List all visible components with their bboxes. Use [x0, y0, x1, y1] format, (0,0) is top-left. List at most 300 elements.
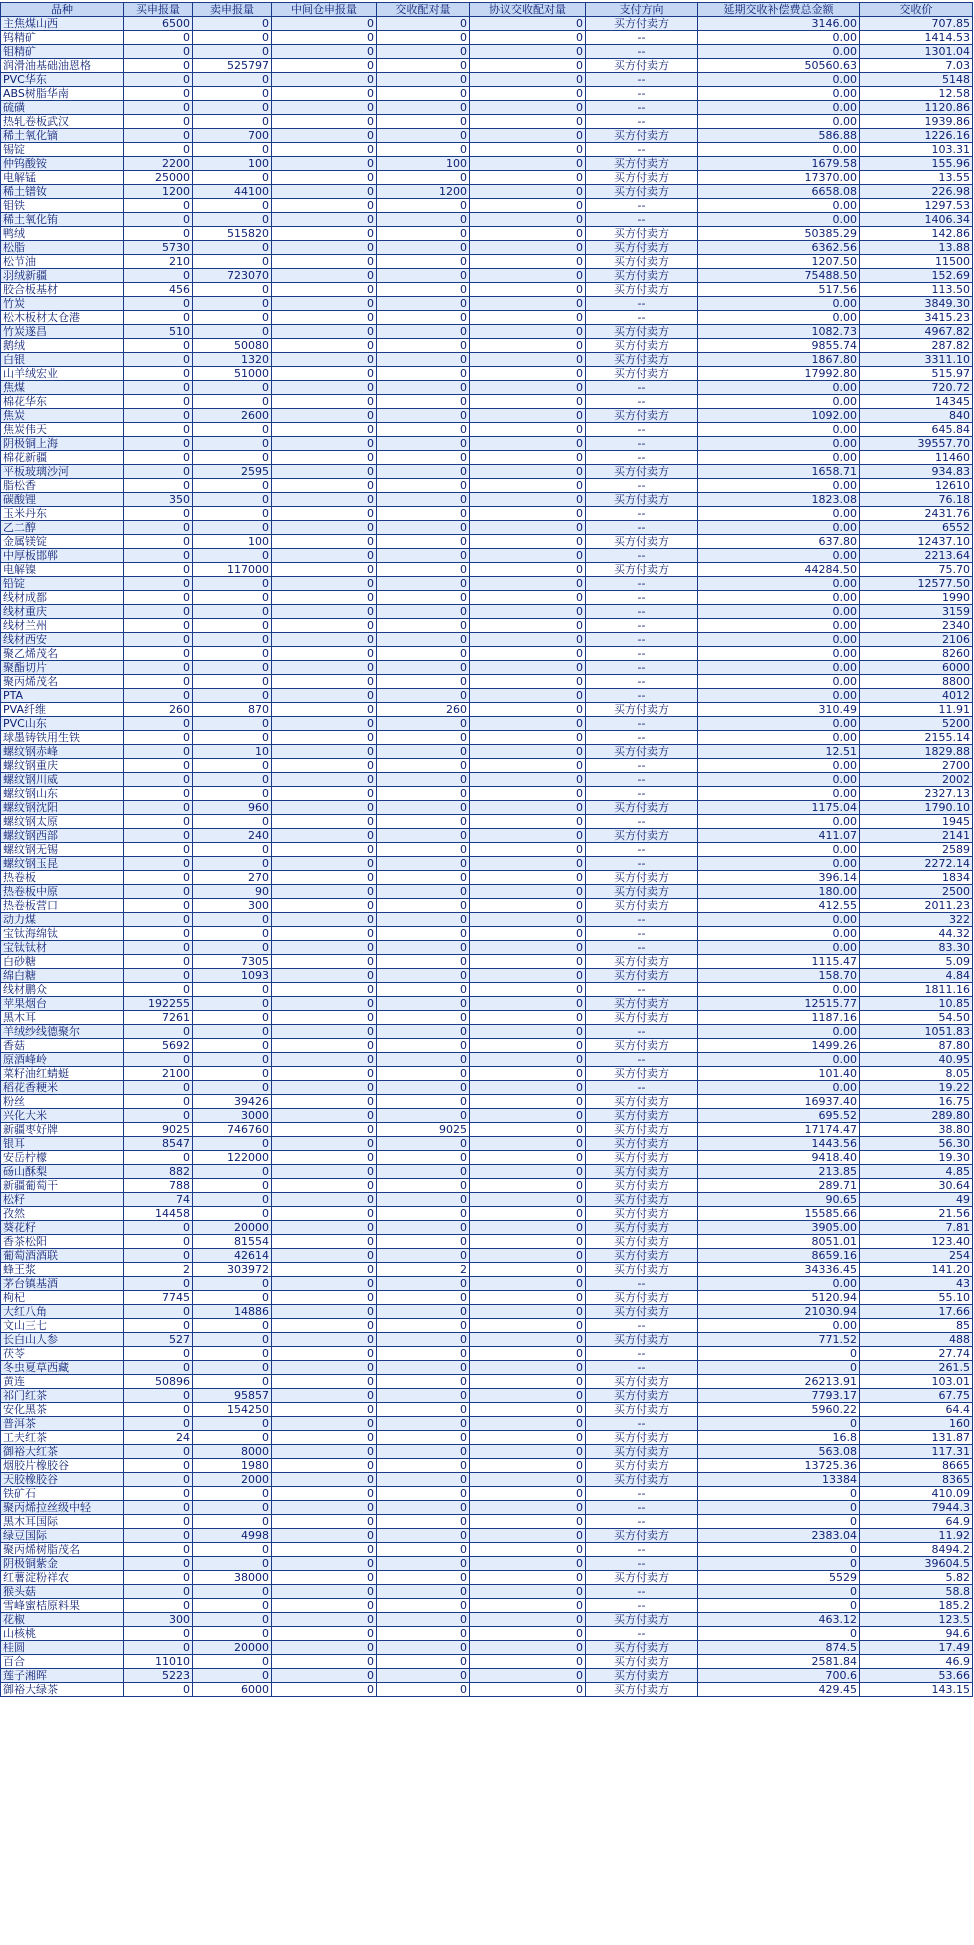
matched-volume-cell: 0 — [377, 1319, 470, 1333]
settlement-price-cell: 2327.13 — [860, 787, 973, 801]
settlement-price-cell: 2155.14 — [860, 731, 973, 745]
table-row — [1, 969, 973, 983]
variety-cell: 中厚板邯郸 — [1, 549, 124, 563]
matched-volume-cell: 0 — [377, 1249, 470, 1263]
agreement-matched-cell: 0 — [470, 1599, 586, 1613]
matched-volume-cell: 0 — [377, 143, 470, 157]
agreement-matched-cell: 0 — [470, 1277, 586, 1291]
matched-volume-cell: 0 — [377, 843, 470, 857]
table-row — [1, 1179, 973, 1193]
settlement-price-cell: 1051.83 — [860, 1025, 973, 1039]
matched-volume-cell: 0 — [377, 689, 470, 703]
sell-declared-cell: 0 — [193, 1165, 272, 1179]
intermediate-declared-cell: 0 — [272, 871, 377, 885]
payment-direction-cell: -- — [586, 1627, 698, 1641]
buy-declared-cell: 0 — [124, 1095, 193, 1109]
settlement-price-cell: 13.88 — [860, 241, 973, 255]
agreement-matched-cell: 0 — [470, 1305, 586, 1319]
matched-volume-cell: 0 — [377, 1179, 470, 1193]
table-row — [1, 731, 973, 745]
buy-declared-cell: 0 — [124, 535, 193, 549]
table-row — [1, 787, 973, 801]
table-row — [1, 927, 973, 941]
buy-declared-cell: 0 — [124, 31, 193, 45]
settlement-price-cell: 707.85 — [860, 17, 973, 31]
buy-declared-cell: 0 — [124, 1529, 193, 1543]
variety-cell: PTA — [1, 689, 124, 703]
sell-declared-cell: 0 — [193, 1669, 272, 1683]
intermediate-declared-cell: 0 — [272, 1599, 377, 1613]
compensation-total-cell: 1679.58 — [698, 157, 860, 171]
sell-declared-cell: 0 — [193, 1431, 272, 1445]
payment-direction-cell: 买方付卖方 — [586, 1403, 698, 1417]
buy-declared-cell: 0 — [124, 1571, 193, 1585]
buy-declared-cell: 0 — [124, 409, 193, 423]
sell-declared-cell: 0 — [193, 605, 272, 619]
intermediate-declared-cell: 0 — [272, 717, 377, 731]
variety-cell: 羊绒纱线德聚尔 — [1, 1025, 124, 1039]
settlement-price-cell: 410.09 — [860, 1487, 973, 1501]
sell-declared-cell: 0 — [193, 381, 272, 395]
table-row — [1, 1417, 973, 1431]
variety-cell: 兴化大米 — [1, 1109, 124, 1123]
agreement-matched-cell: 0 — [470, 899, 586, 913]
sell-declared-cell: 0 — [193, 423, 272, 437]
payment-direction-cell: 买方付卖方 — [586, 269, 698, 283]
table-row — [1, 647, 973, 661]
buy-declared-cell: 24 — [124, 1431, 193, 1445]
settlement-price-cell: 1829.88 — [860, 745, 973, 759]
table-row — [1, 1235, 973, 1249]
intermediate-declared-cell: 0 — [272, 829, 377, 843]
buy-declared-cell: 210 — [124, 255, 193, 269]
agreement-matched-cell: 0 — [470, 409, 586, 423]
agreement-matched-cell: 0 — [470, 353, 586, 367]
matched-volume-cell: 0 — [377, 1291, 470, 1305]
buy-declared-cell: 0 — [124, 745, 193, 759]
agreement-matched-cell: 0 — [470, 45, 586, 59]
table-row — [1, 1165, 973, 1179]
compensation-total-cell: 0.00 — [698, 759, 860, 773]
intermediate-declared-cell: 0 — [272, 605, 377, 619]
table-row — [1, 1459, 973, 1473]
compensation-total-cell: 0.00 — [698, 983, 860, 997]
settlement-price-cell: 1406.34 — [860, 213, 973, 227]
table-row — [1, 563, 973, 577]
table-row — [1, 1053, 973, 1067]
sell-declared-cell: 515820 — [193, 227, 272, 241]
settlement-price-cell: 720.72 — [860, 381, 973, 395]
matched-volume-cell: 0 — [377, 1025, 470, 1039]
matched-volume-cell: 0 — [377, 73, 470, 87]
matched-volume-cell: 2 — [377, 1263, 470, 1277]
payment-direction-cell: 买方付卖方 — [586, 1305, 698, 1319]
sell-declared-cell: 117000 — [193, 563, 272, 577]
variety-cell: 球墨铸铁用生铁 — [1, 731, 124, 745]
payment-direction-cell: 买方付卖方 — [586, 17, 698, 31]
settlement-price-cell: 3849.30 — [860, 297, 973, 311]
buy-declared-cell: 456 — [124, 283, 193, 297]
table-row — [1, 1655, 973, 1669]
buy-declared-cell: 0 — [124, 367, 193, 381]
payment-direction-cell: 买方付卖方 — [586, 1641, 698, 1655]
agreement-matched-cell: 0 — [470, 1417, 586, 1431]
payment-direction-cell: 买方付卖方 — [586, 1067, 698, 1081]
intermediate-declared-cell: 0 — [272, 1613, 377, 1627]
variety-cell: 苹果烟台 — [1, 997, 124, 1011]
compensation-total-cell: 0.00 — [698, 521, 860, 535]
intermediate-declared-cell: 0 — [272, 45, 377, 59]
payment-direction-cell: 买方付卖方 — [586, 563, 698, 577]
sell-declared-cell: 14886 — [193, 1305, 272, 1319]
variety-cell: 螺纹钢赤峰 — [1, 745, 124, 759]
buy-declared-cell: 0 — [124, 689, 193, 703]
variety-cell: 阴极铜上海 — [1, 437, 124, 451]
payment-direction-cell: -- — [586, 983, 698, 997]
payment-direction-cell: 买方付卖方 — [586, 1235, 698, 1249]
sell-declared-cell: 0 — [193, 521, 272, 535]
payment-direction-cell: 买方付卖方 — [586, 157, 698, 171]
settlement-price-cell: 8800 — [860, 675, 973, 689]
compensation-total-cell: 1443.56 — [698, 1137, 860, 1151]
variety-cell: 阴极铜紫金 — [1, 1557, 124, 1571]
matched-volume-cell: 0 — [377, 1193, 470, 1207]
agreement-matched-cell: 0 — [470, 87, 586, 101]
settlement-price-cell: 53.66 — [860, 1669, 973, 1683]
variety-cell: 山羊绒宏业 — [1, 367, 124, 381]
settlement-price-cell: 117.31 — [860, 1445, 973, 1459]
buy-declared-cell: 11010 — [124, 1655, 193, 1669]
intermediate-declared-cell: 0 — [272, 1067, 377, 1081]
sell-declared-cell: 0 — [193, 255, 272, 269]
compensation-total-cell: 0.00 — [698, 115, 860, 129]
settlement-price-cell: 103.31 — [860, 143, 973, 157]
buy-declared-cell: 14458 — [124, 1207, 193, 1221]
sell-declared-cell: 0 — [193, 549, 272, 563]
buy-declared-cell: 0 — [124, 311, 193, 325]
matched-volume-cell: 0 — [377, 815, 470, 829]
intermediate-declared-cell: 0 — [272, 731, 377, 745]
sell-declared-cell: 8000 — [193, 1445, 272, 1459]
variety-cell: 松节油 — [1, 255, 124, 269]
intermediate-declared-cell: 0 — [272, 1571, 377, 1585]
intermediate-declared-cell: 0 — [272, 59, 377, 73]
settlement-price-cell: 2002 — [860, 773, 973, 787]
matched-volume-cell: 0 — [377, 1137, 470, 1151]
buy-declared-cell: 0 — [124, 73, 193, 87]
buy-declared-cell: 0 — [124, 1347, 193, 1361]
compensation-total-cell: 0.00 — [698, 913, 860, 927]
intermediate-declared-cell: 0 — [272, 1445, 377, 1459]
buy-declared-cell: 50896 — [124, 1375, 193, 1389]
table-row — [1, 1431, 973, 1445]
matched-volume-cell: 0 — [377, 1669, 470, 1683]
sell-declared-cell: 0 — [193, 857, 272, 871]
matched-volume-cell: 0 — [377, 451, 470, 465]
table-row — [1, 1277, 973, 1291]
sell-declared-cell: 0 — [193, 647, 272, 661]
agreement-matched-cell: 0 — [470, 1347, 586, 1361]
payment-direction-cell: 买方付卖方 — [586, 353, 698, 367]
buy-declared-cell: 788 — [124, 1179, 193, 1193]
intermediate-declared-cell: 0 — [272, 479, 377, 493]
payment-direction-cell: -- — [586, 619, 698, 633]
variety-cell: 主焦煤山西 — [1, 17, 124, 31]
compensation-total-cell: 771.52 — [698, 1333, 860, 1347]
buy-declared-cell: 0 — [124, 297, 193, 311]
sell-declared-cell: 960 — [193, 801, 272, 815]
sell-declared-cell: 1320 — [193, 353, 272, 367]
buy-declared-cell: 0 — [124, 1585, 193, 1599]
payment-direction-cell: 买方付卖方 — [586, 1137, 698, 1151]
variety-cell: 线材西安 — [1, 633, 124, 647]
variety-cell: 天胶橡胶谷 — [1, 1473, 124, 1487]
settlement-price-cell: 38.80 — [860, 1123, 973, 1137]
agreement-matched-cell: 0 — [470, 1263, 586, 1277]
buy-declared-cell: 0 — [124, 45, 193, 59]
sell-declared-cell: 154250 — [193, 1403, 272, 1417]
compensation-total-cell: 0.00 — [698, 787, 860, 801]
buy-declared-cell: 0 — [124, 437, 193, 451]
compensation-total-cell: 17992.80 — [698, 367, 860, 381]
table-row — [1, 1263, 973, 1277]
compensation-total-cell: 101.40 — [698, 1067, 860, 1081]
matched-volume-cell: 0 — [377, 1165, 470, 1179]
settlement-price-cell: 7.03 — [860, 59, 973, 73]
table-row — [1, 17, 973, 31]
settlement-price-cell: 19.30 — [860, 1151, 973, 1165]
matched-volume-cell: 0 — [377, 955, 470, 969]
compensation-total-cell: 0.00 — [698, 45, 860, 59]
buy-declared-cell: 0 — [124, 1627, 193, 1641]
intermediate-declared-cell: 0 — [272, 1403, 377, 1417]
variety-cell: 松木板材太仓港 — [1, 311, 124, 325]
intermediate-declared-cell: 0 — [272, 199, 377, 213]
compensation-total-cell: 0.00 — [698, 199, 860, 213]
matched-volume-cell: 0 — [377, 1207, 470, 1221]
agreement-matched-cell: 0 — [470, 507, 586, 521]
matched-volume-cell: 0 — [377, 1333, 470, 1347]
agreement-matched-cell: 0 — [470, 339, 586, 353]
table-row — [1, 115, 973, 129]
agreement-matched-cell: 0 — [470, 983, 586, 997]
settlement-price-cell: 289.80 — [860, 1109, 973, 1123]
variety-cell: 玉米丹东 — [1, 507, 124, 521]
settlement-price-cell: 8260 — [860, 647, 973, 661]
matched-volume-cell: 0 — [377, 241, 470, 255]
settlement-price-cell: 64.9 — [860, 1515, 973, 1529]
intermediate-declared-cell: 0 — [272, 353, 377, 367]
settlement-price-cell: 287.82 — [860, 339, 973, 353]
variety-cell: 松脂 — [1, 241, 124, 255]
variety-cell: ABS树脂华南 — [1, 87, 124, 101]
payment-direction-cell: -- — [586, 1347, 698, 1361]
intermediate-declared-cell: 0 — [272, 409, 377, 423]
variety-cell: 烟胶片橡胶谷 — [1, 1459, 124, 1473]
variety-cell: 线材成都 — [1, 591, 124, 605]
variety-cell: 蜂王浆 — [1, 1263, 124, 1277]
matched-volume-cell: 0 — [377, 409, 470, 423]
settlement-price-cell: 1939.86 — [860, 115, 973, 129]
table-row — [1, 913, 973, 927]
matched-volume-cell: 0 — [377, 801, 470, 815]
buy-declared-cell: 0 — [124, 1641, 193, 1655]
settlement-price-cell: 1226.16 — [860, 129, 973, 143]
agreement-matched-cell: 0 — [470, 1361, 586, 1375]
payment-direction-cell: -- — [586, 1277, 698, 1291]
payment-direction-cell: 买方付卖方 — [586, 535, 698, 549]
variety-cell: 焦煤 — [1, 381, 124, 395]
table-row — [1, 1529, 973, 1543]
sell-declared-cell: 10 — [193, 745, 272, 759]
agreement-matched-cell: 0 — [470, 717, 586, 731]
intermediate-declared-cell: 0 — [272, 647, 377, 661]
intermediate-declared-cell: 0 — [272, 465, 377, 479]
buy-declared-cell: 0 — [124, 563, 193, 577]
settlement-price-cell: 11500 — [860, 255, 973, 269]
header-cell-compensation-total: 延期交收补偿费总金额 — [698, 3, 860, 17]
variety-cell: 桂圆 — [1, 1641, 124, 1655]
compensation-total-cell: 289.71 — [698, 1179, 860, 1193]
buy-declared-cell: 0 — [124, 423, 193, 437]
compensation-total-cell: 9418.40 — [698, 1151, 860, 1165]
matched-volume-cell: 0 — [377, 927, 470, 941]
payment-direction-cell: 买方付卖方 — [586, 227, 698, 241]
matched-volume-cell: 0 — [377, 59, 470, 73]
buy-declared-cell: 192255 — [124, 997, 193, 1011]
payment-direction-cell: 买方付卖方 — [586, 325, 698, 339]
buy-declared-cell: 0 — [124, 1151, 193, 1165]
settlement-price-cell: 141.20 — [860, 1263, 973, 1277]
compensation-total-cell: 637.80 — [698, 535, 860, 549]
agreement-matched-cell: 0 — [470, 101, 586, 115]
payment-direction-cell: 买方付卖方 — [586, 969, 698, 983]
matched-volume-cell: 0 — [377, 1053, 470, 1067]
buy-declared-cell: 0 — [124, 1361, 193, 1375]
variety-cell: 普洱茶 — [1, 1417, 124, 1431]
payment-direction-cell: 买方付卖方 — [586, 1529, 698, 1543]
header-cell-payment-direction: 支付方向 — [586, 3, 698, 17]
table-row — [1, 1389, 973, 1403]
variety-cell: 聚乙烯茂名 — [1, 647, 124, 661]
table-row — [1, 703, 973, 717]
variety-cell: 金属镁锭 — [1, 535, 124, 549]
payment-direction-cell: 买方付卖方 — [586, 59, 698, 73]
compensation-total-cell: 12515.77 — [698, 997, 860, 1011]
agreement-matched-cell: 0 — [470, 843, 586, 857]
intermediate-declared-cell: 0 — [272, 1039, 377, 1053]
compensation-total-cell: 563.08 — [698, 1445, 860, 1459]
agreement-matched-cell: 0 — [470, 1193, 586, 1207]
intermediate-declared-cell: 0 — [272, 787, 377, 801]
sell-declared-cell: 0 — [193, 1655, 272, 1669]
compensation-total-cell: 0.00 — [698, 717, 860, 731]
payment-direction-cell: 买方付卖方 — [586, 1011, 698, 1025]
agreement-matched-cell: 0 — [470, 1389, 586, 1403]
settlement-price-cell: 113.50 — [860, 283, 973, 297]
variety-cell: 焦炭 — [1, 409, 124, 423]
table-row — [1, 255, 973, 269]
intermediate-declared-cell: 0 — [272, 1179, 377, 1193]
buy-declared-cell: 0 — [124, 717, 193, 731]
table-row — [1, 1543, 973, 1557]
settlement-price-cell: 54.50 — [860, 1011, 973, 1025]
table-row — [1, 759, 973, 773]
compensation-total-cell: 0.00 — [698, 773, 860, 787]
payment-direction-cell: -- — [586, 731, 698, 745]
variety-cell: 安岳柠檬 — [1, 1151, 124, 1165]
payment-direction-cell: 买方付卖方 — [586, 801, 698, 815]
payment-direction-cell: -- — [586, 1543, 698, 1557]
agreement-matched-cell: 0 — [470, 115, 586, 129]
compensation-total-cell: 0.00 — [698, 633, 860, 647]
compensation-total-cell: 1499.26 — [698, 1039, 860, 1053]
payment-direction-cell: -- — [586, 605, 698, 619]
payment-direction-cell: -- — [586, 311, 698, 325]
agreement-matched-cell: 0 — [470, 1655, 586, 1669]
agreement-matched-cell: 0 — [470, 1487, 586, 1501]
intermediate-declared-cell: 0 — [272, 1431, 377, 1445]
compensation-total-cell: 695.52 — [698, 1109, 860, 1123]
payment-direction-cell: 买方付卖方 — [586, 955, 698, 969]
agreement-matched-cell: 0 — [470, 605, 586, 619]
agreement-matched-cell: 0 — [470, 1627, 586, 1641]
agreement-matched-cell: 0 — [470, 1291, 586, 1305]
compensation-total-cell: 0.00 — [698, 31, 860, 45]
sell-declared-cell: 0 — [193, 689, 272, 703]
table-row — [1, 1557, 973, 1571]
settlement-price-cell: 39557.70 — [860, 437, 973, 451]
matched-volume-cell: 0 — [377, 1473, 470, 1487]
payment-direction-cell: 买方付卖方 — [586, 899, 698, 913]
buy-declared-cell: 0 — [124, 521, 193, 535]
payment-direction-cell: 买方付卖方 — [586, 1571, 698, 1585]
settlement-price-cell: 254 — [860, 1249, 973, 1263]
intermediate-declared-cell: 0 — [272, 1529, 377, 1543]
payment-direction-cell: 买方付卖方 — [586, 1683, 698, 1697]
intermediate-declared-cell: 0 — [272, 1137, 377, 1151]
compensation-total-cell: 0.00 — [698, 815, 860, 829]
intermediate-declared-cell: 0 — [272, 1193, 377, 1207]
sell-declared-cell: 0 — [193, 675, 272, 689]
settlement-price-cell: 83.30 — [860, 941, 973, 955]
matched-volume-cell: 0 — [377, 1501, 470, 1515]
compensation-total-cell: 0.00 — [698, 479, 860, 493]
table-row — [1, 801, 973, 815]
variety-cell: 热卷板中原 — [1, 885, 124, 899]
variety-cell: 孜然 — [1, 1207, 124, 1221]
buy-declared-cell: 0 — [124, 395, 193, 409]
intermediate-declared-cell: 0 — [272, 255, 377, 269]
matched-volume-cell: 0 — [377, 745, 470, 759]
compensation-total-cell: 0.00 — [698, 577, 860, 591]
variety-cell: 线材鹏众 — [1, 983, 124, 997]
agreement-matched-cell: 0 — [470, 283, 586, 297]
payment-direction-cell: 买方付卖方 — [586, 1473, 698, 1487]
matched-volume-cell: 0 — [377, 129, 470, 143]
settlement-price-cell: 645.84 — [860, 423, 973, 437]
sell-declared-cell: 0 — [193, 1011, 272, 1025]
agreement-matched-cell: 0 — [470, 1403, 586, 1417]
payment-direction-cell: 买方付卖方 — [586, 997, 698, 1011]
settlement-price-cell: 5.82 — [860, 1571, 973, 1585]
compensation-total-cell: 9855.74 — [698, 339, 860, 353]
agreement-matched-cell: 0 — [470, 465, 586, 479]
matched-volume-cell: 0 — [377, 759, 470, 773]
agreement-matched-cell: 0 — [470, 31, 586, 45]
sell-declared-cell: 723070 — [193, 269, 272, 283]
agreement-matched-cell: 0 — [470, 1515, 586, 1529]
